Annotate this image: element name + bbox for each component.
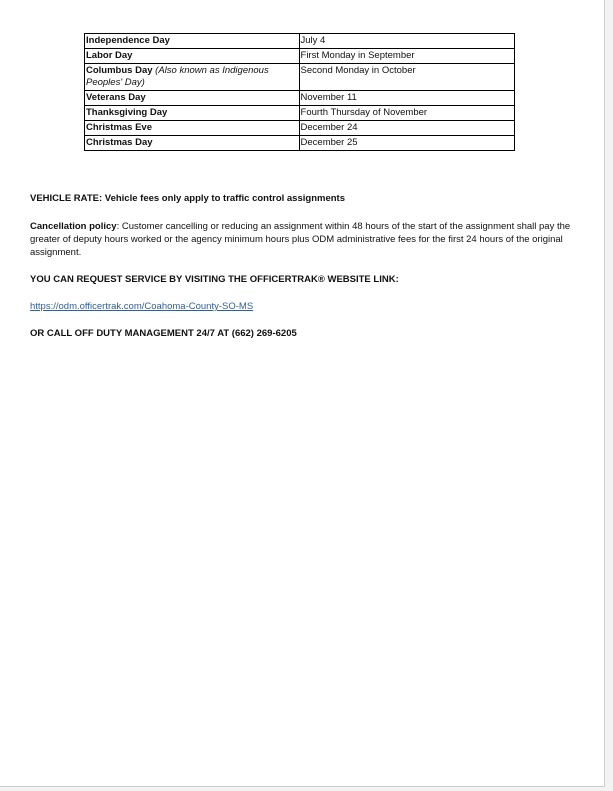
holiday-name-cell <box>85 34 300 49</box>
call-text: OR CALL OFF DUTY MANAGEMENT 24/7 AT (662) 269-6205 <box>30 328 297 339</box>
holiday-name-cell <box>85 106 300 121</box>
table-row <box>85 64 515 91</box>
cancellation-text: : Customer cancelling or reducing an assignment within 48 hours of the start of the assignment shall pay the greater of deputy hours worked or the agency minimum hours plus ODM administrative fees for the first 24 hours of the original assignment. <box>30 221 571 258</box>
holiday-table <box>84 33 515 151</box>
request-service-text: YOU CAN REQUEST SERVICE BY VISITING THE OFFICERTRAK® WEBSITE LINK: <box>30 274 399 285</box>
holiday-date-cell: December 24 <box>299 121 514 136</box>
table-row <box>85 121 515 136</box>
table-row <box>85 49 515 64</box>
table-row <box>85 34 515 49</box>
holiday-date-cell: November 11 <box>299 91 514 106</box>
website-link-line <box>30 300 575 313</box>
holiday-name-cell <box>85 64 300 91</box>
holiday-name: Columbus Day <box>86 65 153 76</box>
holiday-name: Thanksgiving Day <box>86 107 168 118</box>
holiday-name-cell <box>85 136 300 151</box>
cancellation-policy <box>30 220 575 259</box>
holiday-date-cell: Fourth Thursday of November <box>299 106 514 121</box>
holiday-date-cell: Second Monday in October <box>299 64 514 91</box>
holiday-date-cell: December 25 <box>299 136 514 151</box>
table-row <box>85 91 515 106</box>
holiday-name-cell <box>85 49 300 64</box>
vehicle-rate-text: VEHICLE RATE: Vehicle fees only apply to traffic control assignments <box>30 193 345 204</box>
holiday-name: Veterans Day <box>86 92 146 103</box>
table-row <box>85 136 515 151</box>
cancellation-label: Cancellation policy <box>30 221 117 232</box>
holiday-name: Christmas Day <box>86 137 153 148</box>
table-row <box>85 106 515 121</box>
holiday-name: Independence Day <box>86 35 170 46</box>
holiday-date-cell: July 4 <box>299 34 514 49</box>
website-link[interactable]: https://odm.officertrak.com/Coahoma-County-SO-MS <box>30 301 254 312</box>
holiday-name-cell <box>85 91 300 106</box>
holiday-name-cell <box>85 121 300 136</box>
holiday-date-cell: First Monday in September <box>299 49 514 64</box>
holiday-note: (Also known as Indigenous Peoples' Day) <box>86 65 269 88</box>
holiday-name: Christmas Eve <box>86 122 153 133</box>
holiday-name: Labor Day <box>86 50 133 61</box>
